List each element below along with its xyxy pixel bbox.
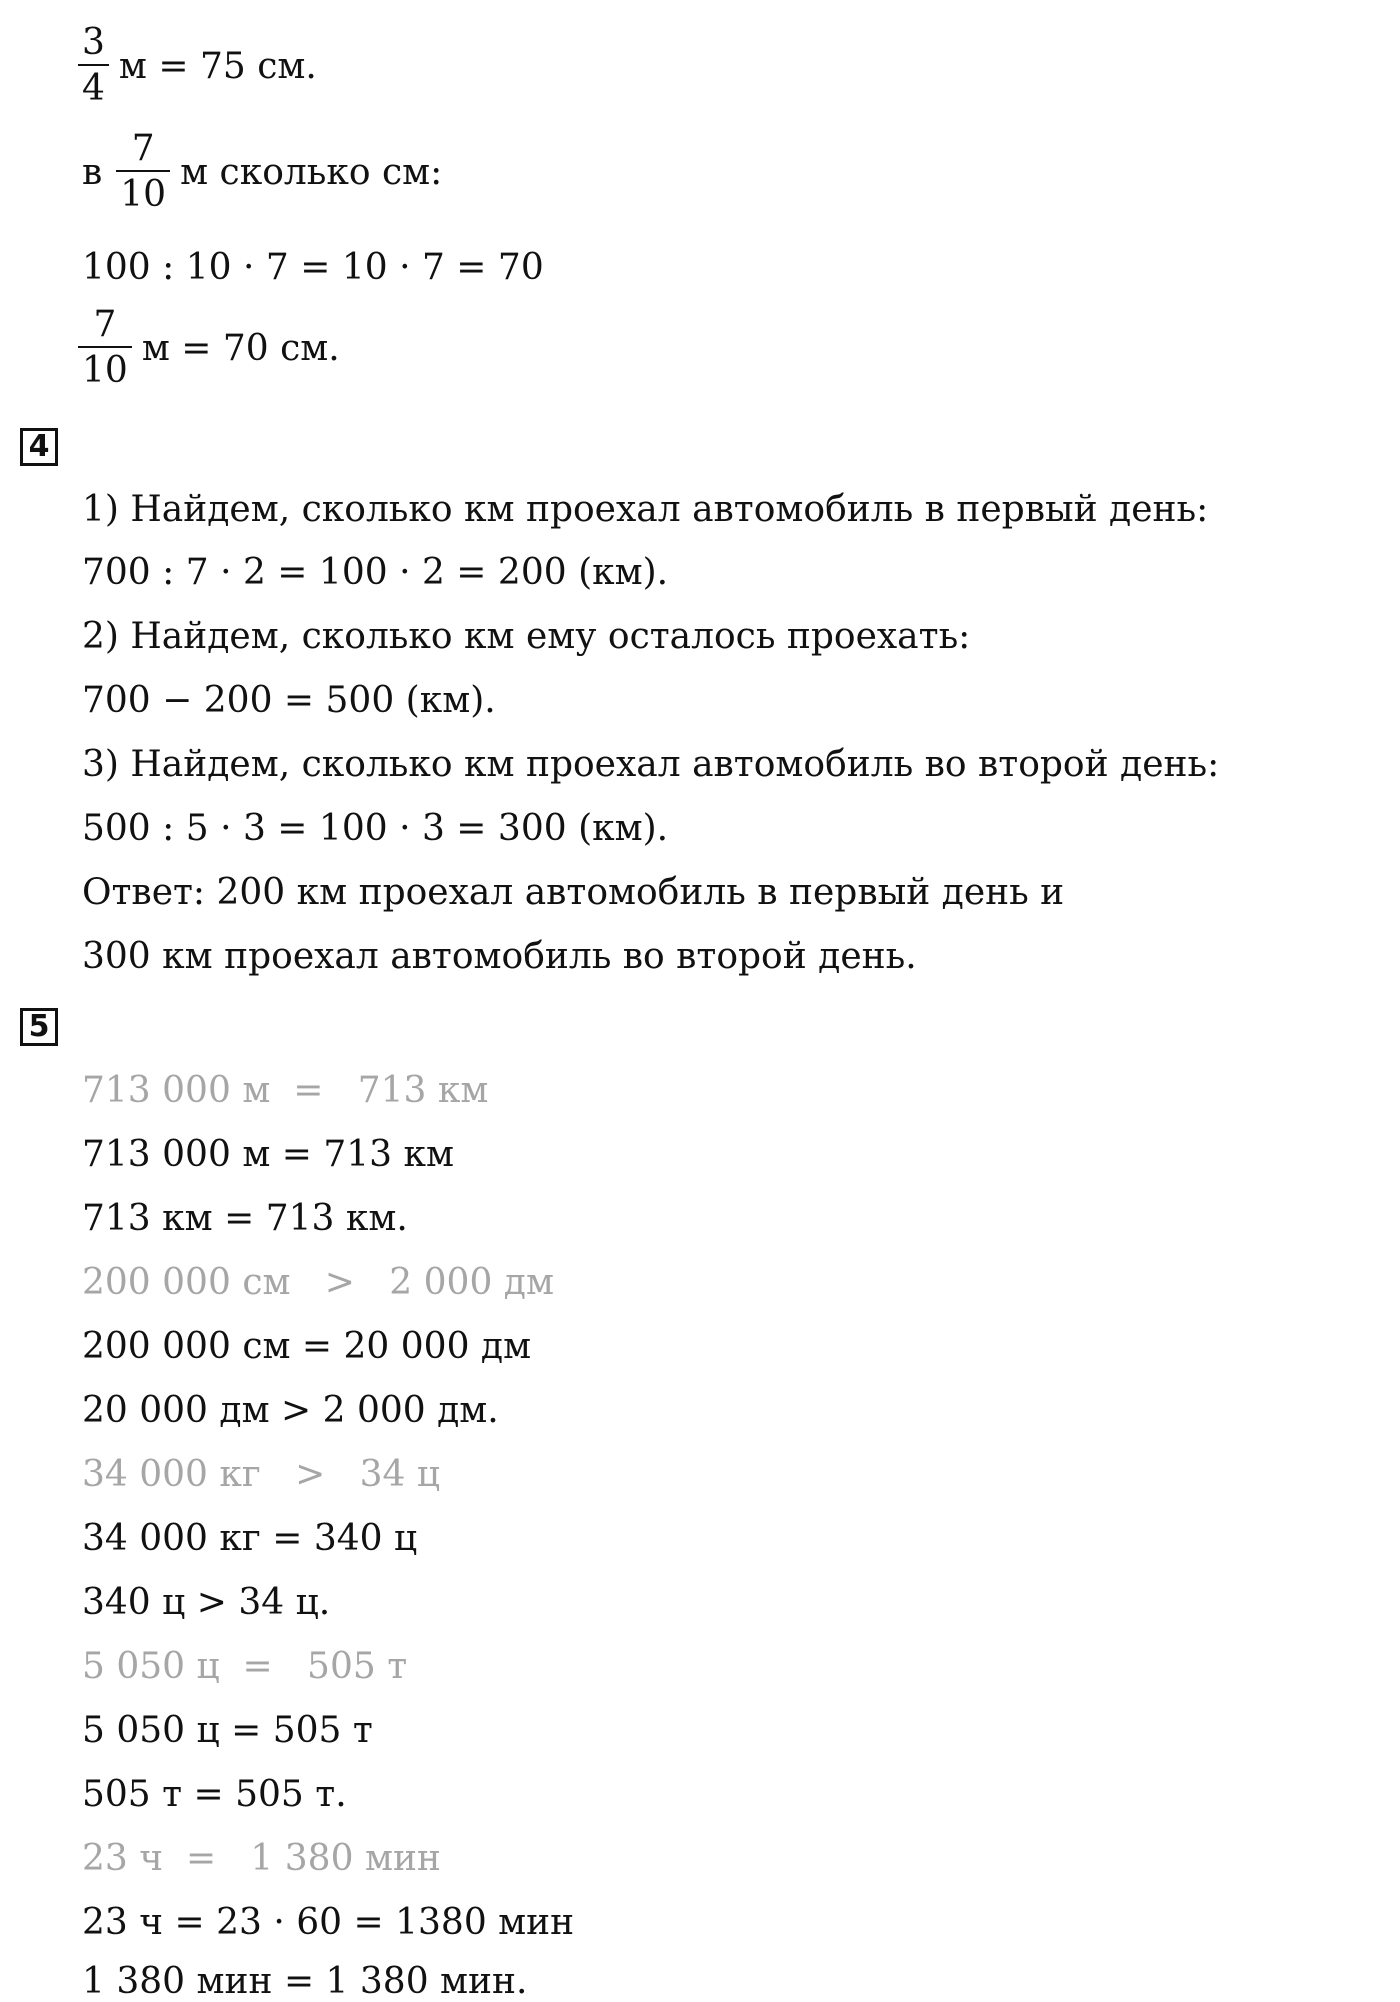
fraction-denominator: 4 (82, 68, 105, 109)
fraction-denominator: 10 (120, 174, 167, 215)
text-line: 100 : 10 · 7 = 10 · 7 = 70 (82, 247, 544, 288)
task5-line-given: 5 050 ц = 505 т (82, 1646, 408, 1687)
task5-line-given: 34 000 кг > 34 ц (82, 1454, 440, 1495)
task4-line: 300 км проехал автомобиль во второй день. (82, 936, 917, 977)
task5-line-given: 200 000 см > 2 000 дм (82, 1262, 554, 1303)
task4-line: 1) Найдем, сколько км проехал автомобиль в первый день: (82, 489, 1209, 530)
fraction-text: м = 70 см. (141, 327, 340, 369)
task5-line: 23 ч = 23 · 60 = 1380 мин (82, 1902, 575, 1943)
task5-line: 5 050 ц = 505 т (82, 1710, 373, 1751)
task5-line: 713 000 м = 713 км (82, 1134, 455, 1175)
fraction-line-4 (78, 306, 340, 390)
task-number-5: 5 (20, 1008, 58, 1046)
fraction-numerator: 3 (82, 22, 105, 63)
fraction-line-2 (82, 130, 442, 214)
task4-line: Ответ: 200 км проехал автомобиль в первый день и (82, 872, 1065, 913)
fraction-denominator: 10 (82, 350, 128, 391)
task5-line: 200 000 см = 20 000 дм (82, 1326, 532, 1367)
fraction-line-1 (78, 24, 317, 108)
fraction-numerator: 7 (93, 304, 117, 345)
fraction-text: м сколько см: (180, 151, 443, 193)
fraction-3-4 (78, 24, 109, 108)
task5-line: 1 380 мин = 1 380 мин. (82, 1961, 528, 2002)
task-number-4: 4 (20, 428, 58, 466)
task5-line-given: 23 ч = 1 380 мин (82, 1838, 441, 1879)
fraction-7-10 (78, 306, 132, 390)
fraction-numerator: 7 (131, 128, 155, 169)
task4-line: 500 : 5 · 3 = 100 · 3 = 300 (км). (82, 808, 669, 849)
fraction-text: м = 75 см. (118, 45, 317, 87)
task4-line: 3) Найдем, сколько км проехал автомобиль во второй день: (82, 744, 1220, 785)
task5-line-given: 713 000 м = 713 км (82, 1070, 489, 1111)
task5-line: 340 ц > 34 ц. (82, 1582, 331, 1623)
fraction-7-10 (116, 130, 170, 214)
fraction-prefix: в (82, 151, 103, 193)
task4-line: 700 : 7 · 2 = 100 · 2 = 200 (км). (82, 552, 669, 593)
task5-line: 20 000 дм > 2 000 дм. (82, 1390, 499, 1431)
task4-line: 700 − 200 = 500 (км). (82, 680, 496, 721)
task4-line: 2) Найдем, сколько км ему осталось проехать: (82, 616, 971, 657)
task5-line: 505 т = 505 т. (82, 1774, 347, 1815)
task5-line: 34 000 кг = 340 ц (82, 1518, 418, 1559)
task5-line: 713 км = 713 км. (82, 1198, 408, 1239)
